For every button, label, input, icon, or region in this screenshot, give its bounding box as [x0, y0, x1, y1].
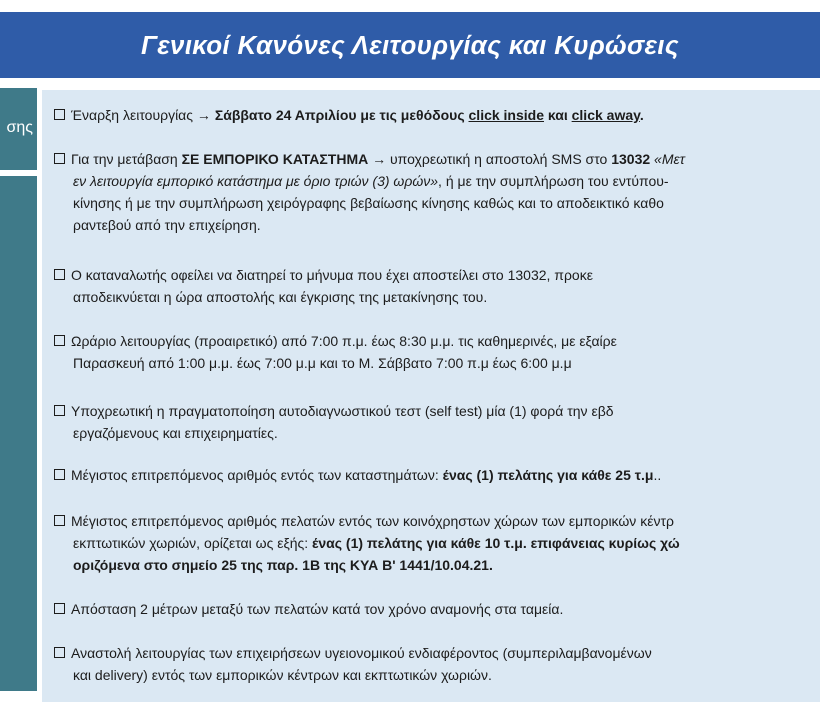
title-banner: [0, 12, 820, 78]
checkbox-icon: [54, 269, 65, 280]
checkbox-icon: [54, 109, 65, 120]
checkbox-icon: [54, 405, 65, 416]
rule-item-food-suspension: Αναστολή λειτουργίας των επιχειρήσεων υγειονομικού ενδιαφέροντος (συμπεριλαμβανομένων και delivery) εντός των εμπορικών κέντρων και εκπτωτικών χωριών.: [54, 642, 820, 686]
side-label: σης: [6, 119, 33, 136]
checkbox-icon: [54, 153, 65, 164]
checkbox-icon: [54, 335, 65, 346]
checkbox-icon: [54, 515, 65, 526]
rule-item-opening: Έναρξη λειτουργίας → Σάββατο 24 Απριλίου με τις μεθόδους click inside και click away.: [54, 104, 820, 126]
side-label-cell: [0, 88, 37, 170]
checkbox-icon: [54, 469, 65, 480]
rule-item-distance: Απόσταση 2 μέτρων μεταξύ των πελατών κατά τον χρόνο αναμονής στα ταμεία.: [54, 598, 820, 620]
rules-panel: [42, 90, 820, 702]
checkbox-icon: [54, 647, 65, 658]
rule-item-hours: Ωράριο λειτουργίας (προαιρετικό) από 7:00 π.μ. έως 8:30 μ.μ. τις καθημερινές, με εξαίρε Παρασκευή από 1:00 μ.μ. έως 7:00 μ.μ και το Μ. Σάββατο 7:00 π.μ έως 6:00 μ.μ: [54, 330, 820, 374]
rule-item-self-test: Υποχρεωτική η πραγματοποίηση αυτοδιαγνωστικού τεστ (self test) μία (1) φορά την εβδ εργαζόμενους και επιχειρηματίες.: [54, 400, 820, 444]
side-color-band: [0, 176, 37, 691]
rule-item-keep-message: Ο καταναλωτής οφείλει να διατηρεί το μήνυμα που έχει αποστείλει στο 13032, προκε αποδεικνύεται η ώρα αποστολής και έγκρισης της μετακίνησης του.: [54, 264, 820, 308]
page-title: Γενικοί Κανόνες Λειτουργίας και Κυρώσεις: [141, 29, 679, 60]
rule-item-sms: Για την μετάβαση ΣΕ ΕΜΠΟΡΙΚΟ ΚΑΤΑΣΤΗΜΑ → υποχρεωτική η αποστολή SMS στο 13032 «Μετ εν λειτουργία εμπορικό κατάστημα με όριο τριών (3) ωρών», ή με την συμπλήρωση του εντύπου- κίνησης ή με την συμπλήρωση χειρόγραφης βεβαίωσης κίνησης καθώς και το αποδεικτικό καθο ραντεβού από την επιχείρηση.: [54, 148, 820, 236]
rule-item-store-capacity: Μέγιστος επιτρεπόμενος αριθμός εντός των καταστημάτων: ένας (1) πελάτης για κάθε 25 τ.μ..: [54, 464, 820, 486]
checkbox-icon: [54, 603, 65, 614]
rule-item-mall-capacity: Μέγιστος επιτρεπόμενος αριθμός πελατών εντός των κοινόχρηστων χώρων των εμπορικών κέντρ εκπτωτικών χωριών, ορίζεται ως εξής: ένας (1) πελάτης για κάθε 10 τ.μ. επιφάνειας κυρίως χώ οριζόμενα στο σημείο 25 της παρ. 1Β της ΚΥΑ Β' 1441/10.04.21.: [54, 510, 820, 576]
